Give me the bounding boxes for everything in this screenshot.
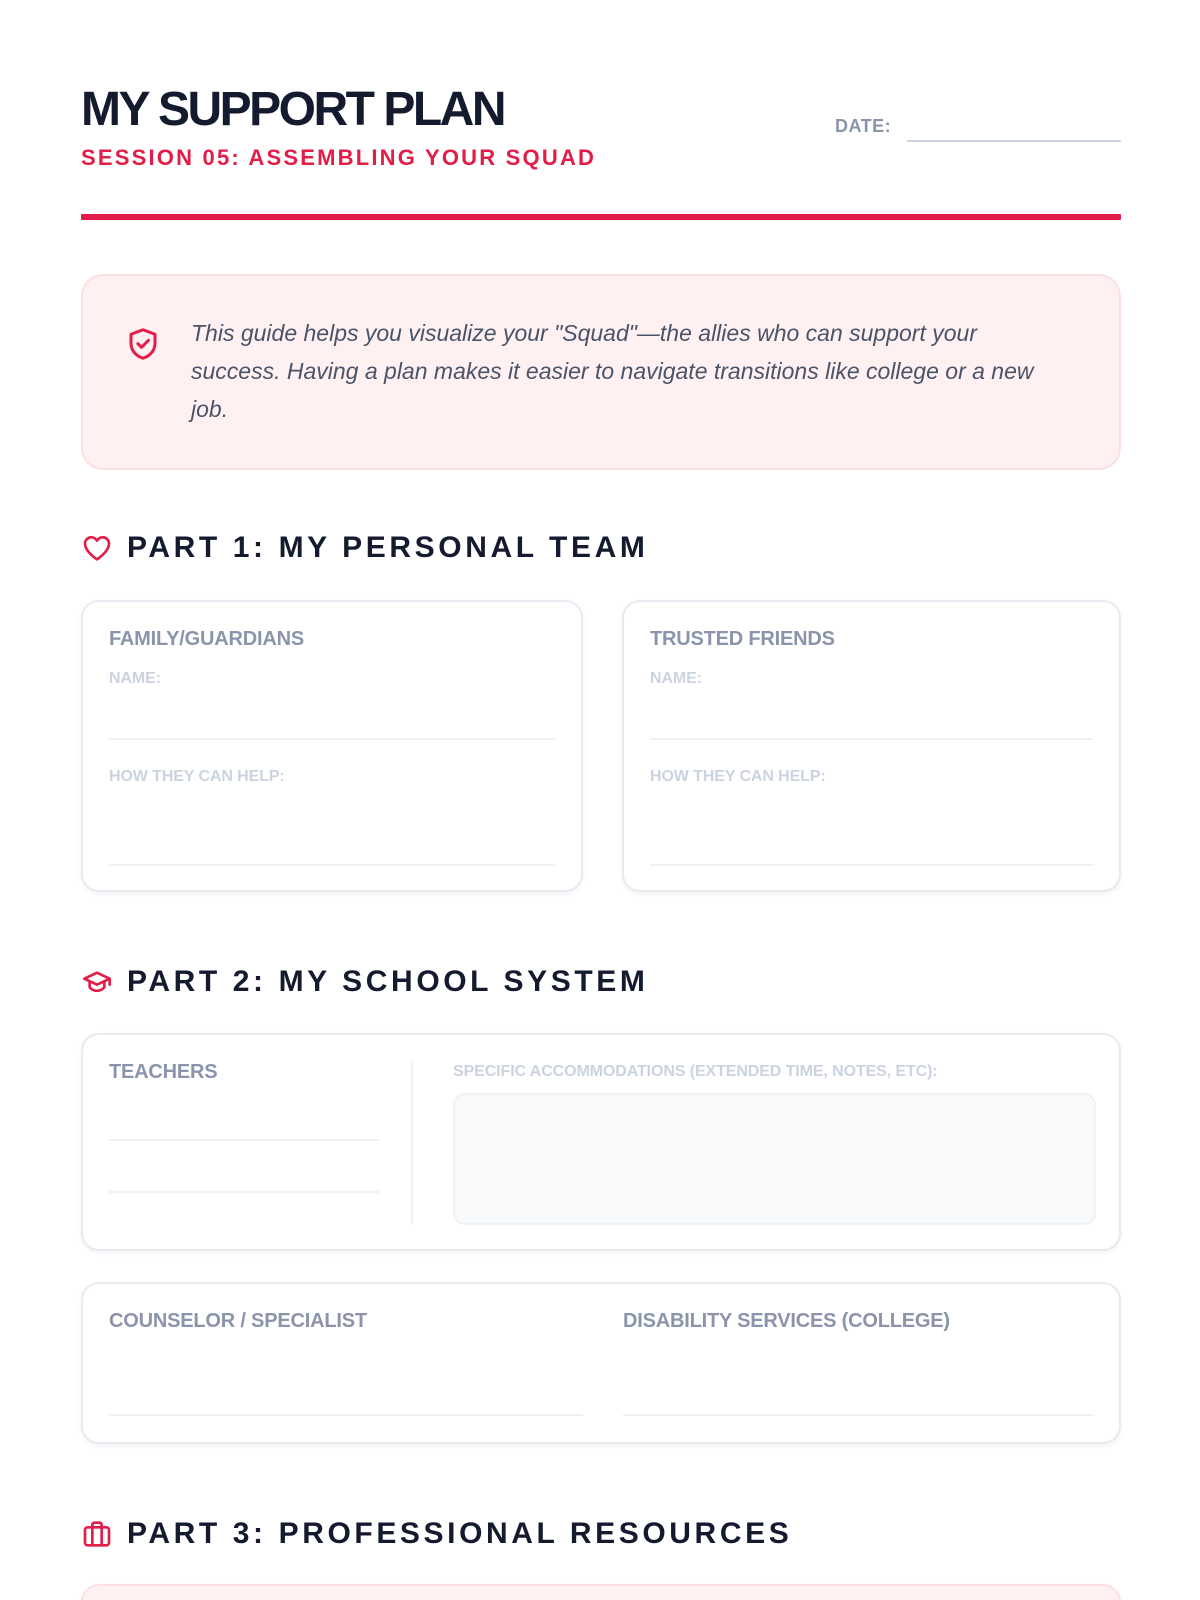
heart-icon [81,532,113,564]
counselor-disability-card [81,1282,1121,1444]
date-label: DATE: [835,116,892,136]
part3-heading [81,1514,1121,1554]
header-divider [81,214,1121,220]
teachers-title: TEACHERS [109,1061,218,1083]
intro-callout [81,274,1121,470]
name-label: NAME: [650,670,702,687]
card-title: TRUSTED FRIENDS [650,628,835,650]
part2-heading [81,962,1121,1002]
date-input-line[interactable] [907,118,1121,142]
name-input-line[interactable] [650,738,1093,740]
accommodations-label: SPECIFIC ACCOMMODATIONS (EXTENDED TIME, NOTES, ETC): [453,1063,938,1080]
part1-heading [81,528,1121,568]
name-input-line[interactable] [109,738,555,740]
teacher-line-2[interactable] [109,1191,379,1193]
card-title: FAMILY/GUARDIANS [109,628,304,650]
session-subtitle: SESSION 05: ASSEMBLING YOUR SQUAD [81,145,597,170]
column-divider [411,1061,413,1225]
school-support-card [81,1033,1121,1251]
help-input-line[interactable] [109,864,555,866]
page-title: MY SUPPORT PLAN [81,83,504,136]
help-input-line[interactable] [650,864,1093,866]
disability-services-input-line[interactable] [623,1414,1093,1416]
accommodations-textarea[interactable] [453,1093,1096,1225]
family-guardians-card [81,600,583,892]
disability-services-title: DISABILITY SERVICES (COLLEGE) [623,1310,950,1332]
help-label: HOW THEY CAN HELP: [109,768,285,785]
professional-resources-card [81,1584,1121,1600]
graduation-cap-icon [81,966,113,998]
part2-title: PART 2: MY SCHOOL SYSTEM [127,965,649,998]
counselor-input-line[interactable] [109,1414,583,1416]
teacher-line-1[interactable] [109,1139,379,1141]
shield-check-icon [125,326,161,362]
worksheet-page [81,0,1121,1600]
counselor-title: COUNSELOR / SPECIALIST [109,1310,367,1332]
part3-title: PART 3: PROFESSIONAL RESOURCES [127,1517,793,1550]
help-label: HOW THEY CAN HELP: [650,768,826,785]
part1-title: PART 1: MY PERSONAL TEAM [127,531,649,564]
date-field [835,114,1121,142]
worksheet-header [81,82,1121,222]
briefcase-icon [81,1518,113,1550]
intro-text: This guide helps you visualize your "Squad"—the allies who can support your success. Having a plan makes it easier to navigate transitions like college or a new job. [191,320,1034,422]
name-label: NAME: [109,670,161,687]
trusted-friends-card [622,600,1121,892]
